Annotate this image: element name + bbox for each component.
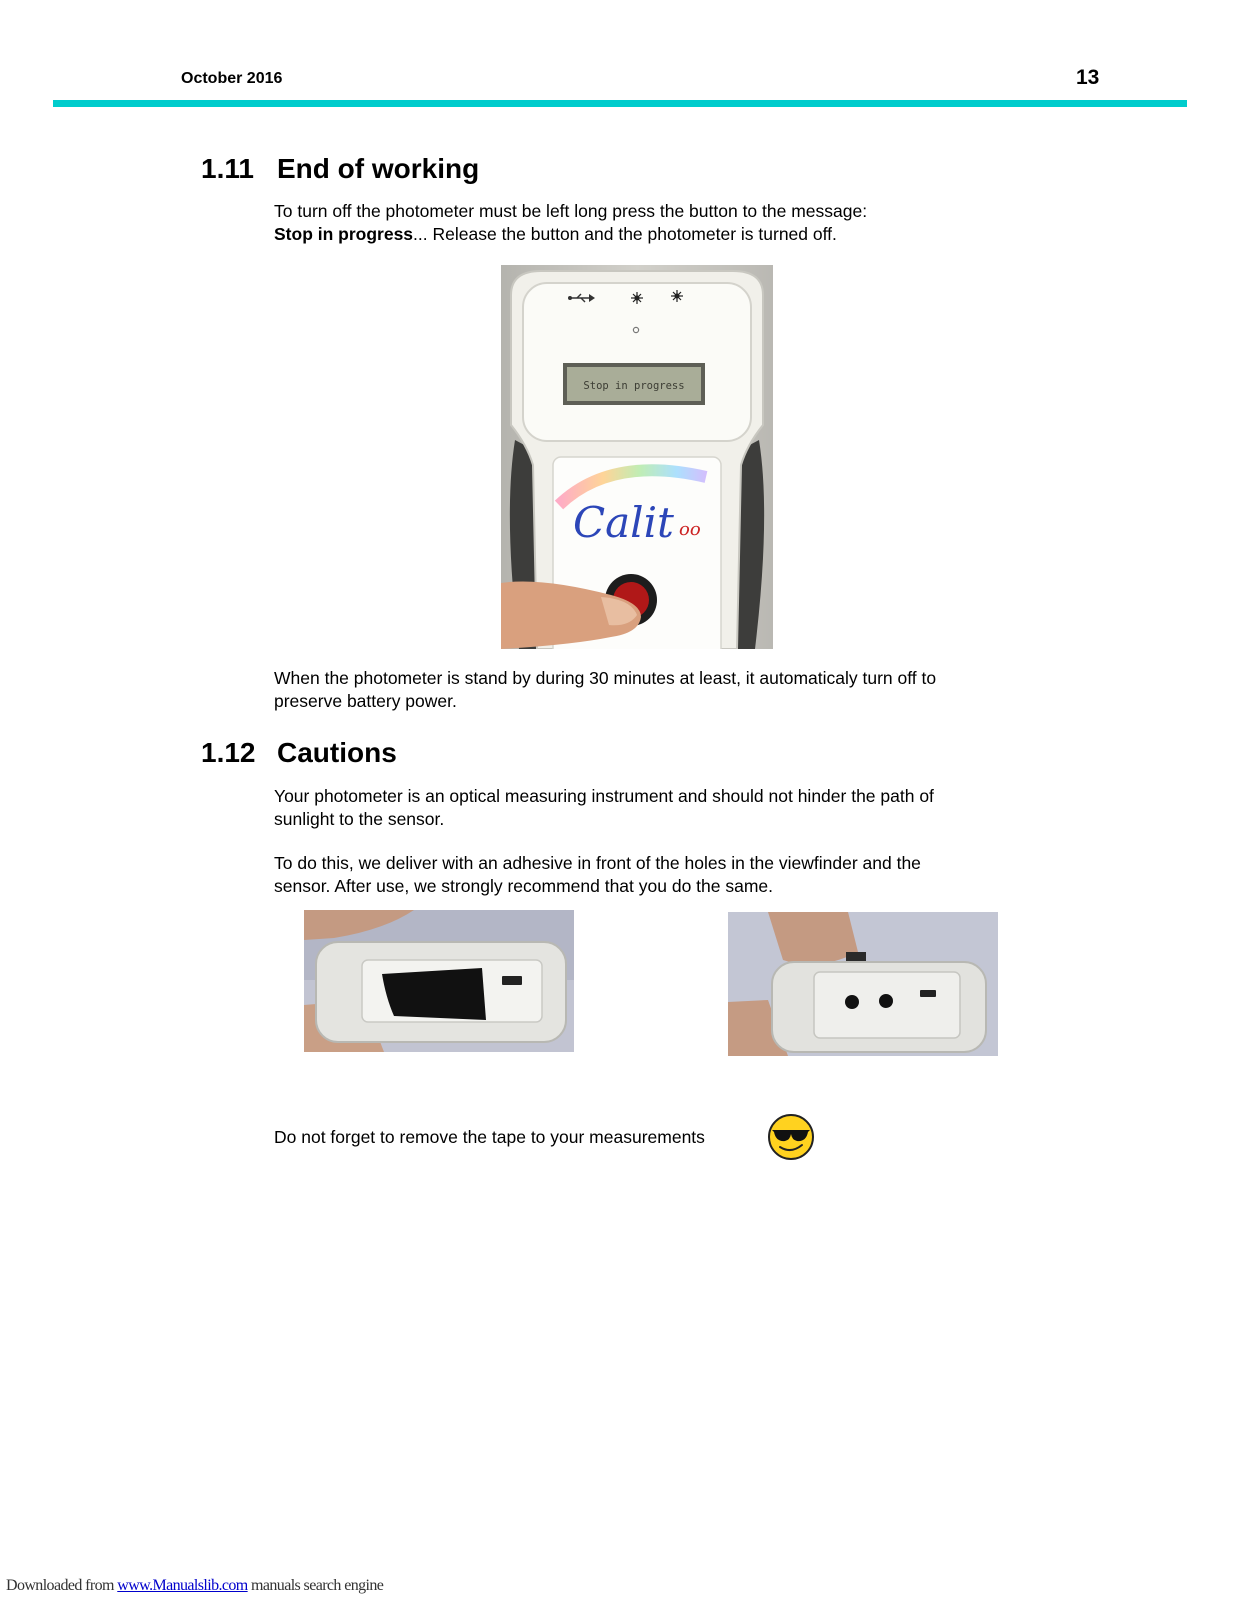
section-heading-end-of-working bbox=[201, 153, 479, 185]
photo-exposed-sensor bbox=[728, 912, 998, 1056]
section-title: Cautions bbox=[277, 737, 397, 768]
sunglasses-smiley-icon bbox=[766, 1112, 816, 1162]
section-title: End of working bbox=[277, 153, 480, 184]
section-number: 1.12 bbox=[201, 737, 256, 768]
paragraph-optical-instrument: Your photometer is an optical measuring instrument and should not hinder the path of sunlight to the sensor. bbox=[274, 786, 934, 829]
stop-in-progress-label: Stop in progress bbox=[274, 223, 414, 244]
section-number: 1.11 bbox=[201, 153, 254, 184]
photo-taped-sensor bbox=[304, 910, 574, 1052]
page-number: 13 bbox=[1076, 66, 1100, 89]
paragraph-rest: ... Release the button and the photometer is turned off. bbox=[413, 223, 837, 244]
footer-suffix: manuals search engine bbox=[247, 1577, 384, 1594]
footer-download-note bbox=[6, 1577, 383, 1595]
manualslib-link[interactable]: www.Manualslib.com bbox=[117, 1577, 248, 1594]
paragraph-line bbox=[274, 223, 974, 246]
exposed-sensor-illustration bbox=[728, 912, 998, 1056]
header-date: October 2016 bbox=[181, 70, 283, 87]
lcd-display-text: Stop in progress bbox=[583, 380, 685, 392]
device-logo-suffix: oo bbox=[679, 519, 701, 540]
photometer-illustration bbox=[501, 265, 773, 649]
paragraph-turn-off bbox=[274, 200, 974, 245]
paragraph-remove-tape: Do not forget to remove the tape to your measurements bbox=[274, 1127, 705, 1147]
device-logo-text: Calit bbox=[573, 498, 674, 547]
header-rule bbox=[53, 100, 1187, 107]
footer-prefix: Downloaded from bbox=[6, 1577, 118, 1594]
section-heading-cautions bbox=[201, 737, 397, 769]
paragraph-adhesive: To do this, we deliver with an adhesive in front of the holes in the viewfinder and the sensor. After use, we strongly recommend that you do the same. bbox=[274, 853, 921, 896]
taped-sensor-illustration bbox=[304, 910, 574, 1052]
paragraph-standby: When the photometer is stand by during 30 minutes at least, it automaticaly turn off to preserve battery power. bbox=[274, 668, 937, 711]
photometer-photo bbox=[501, 265, 773, 649]
paragraph-line: To turn off the photometer must be left long press the button to the message: bbox=[274, 201, 868, 221]
